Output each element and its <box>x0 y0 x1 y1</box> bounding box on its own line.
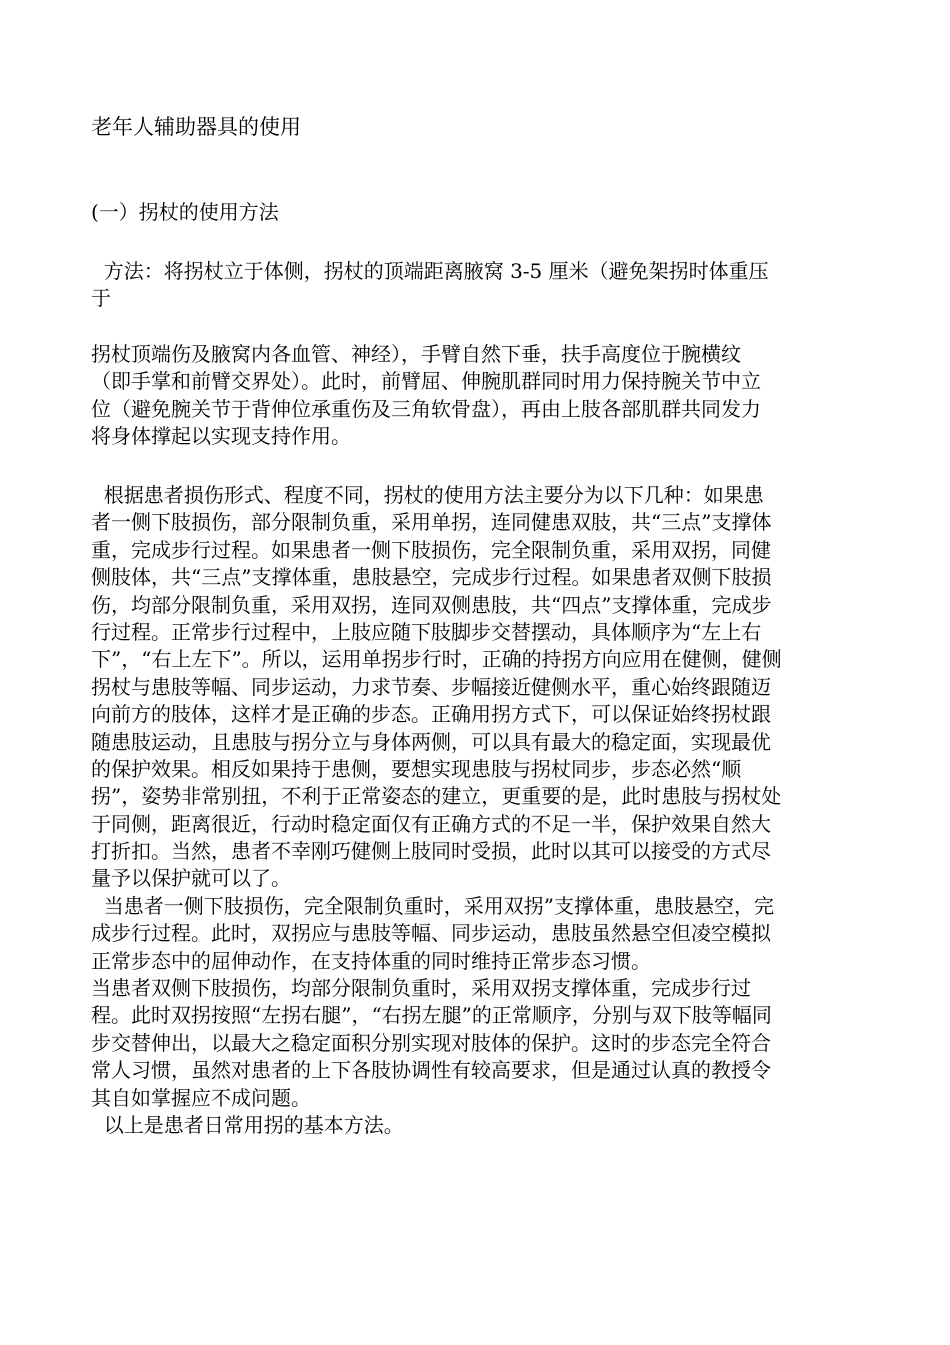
text-line: 行过程。正常步行过程中，上肢应随下肢脚步交替摆动，具体顺序为“左上右 <box>91 619 762 644</box>
text-line: 常人习惯，虽然对患者的上下各肢协调性有较高要求，但是通过认真的教授令 <box>91 1058 771 1083</box>
usage-types-paragraph <box>91 482 861 1139</box>
method-detail-paragraph <box>91 341 861 451</box>
text-line: 者一侧下肢损伤，部分限制负重，采用单拐，连同健患双肢，共“三点”支撑体 <box>91 510 772 535</box>
text-line: 其自如掌握应不成问题。 <box>91 1085 311 1110</box>
text-line: 当患者双侧下肢损伤，均部分限制负重时，采用双拐支撑体重，完成步行过 <box>91 976 751 1001</box>
text-line: 于同侧，距离很近，行动时稳定面仅有正确方式的不足一半，保护效果自然大 <box>91 811 771 836</box>
text-line: 侧肢体，共“三点”支撑体重，患肢悬空，完成步行过程。如果患者双侧下肢损 <box>91 565 772 590</box>
text-line: 成步行过程。此时，双拐应与患肢等幅、同步运动，患肢虽然悬空但凌空模拟 <box>91 921 771 946</box>
text-line: 随患肢运动，且患肢与拐分立与身体两侧，可以具有最大的稳定面，实现最优 <box>91 729 771 754</box>
method-intro-paragraph <box>91 258 861 313</box>
text-line: 伤，均部分限制负重，采用双拐，连同双侧患肢，共“四点”支撑体重，完成步 <box>91 592 772 617</box>
text-line: 当患者一侧下肢损伤，完全限制负重时，采用双拐”支撑体重，患肢悬空，完 <box>91 893 774 918</box>
text-line: 根据患者损伤形式、程度不同，拐杖的使用方法主要分为以下几种：如果患 <box>91 483 764 507</box>
text-line: 于 <box>91 286 111 311</box>
text-line: 下”，“右上左下”。所以，运用单拐步行时，正确的持拐方向应用在健侧，健侧 <box>91 647 782 672</box>
text-line: 以上是患者日常用拐的基本方法。 <box>91 1112 404 1137</box>
text-line: 方法：将拐杖立于体侧，拐杖的顶端距离腋窝 3-5 厘米（避免架拐时体重压 <box>91 259 769 283</box>
text-line: 拐杖与患肢等幅、同步运动，力求节奏、步幅接近健侧水平，重心始终跟随迈 <box>91 674 771 699</box>
text-line: 步交替伸出，以最大之稳定面积分别实现对肢体的保护。这时的步态完全符合 <box>91 1030 771 1055</box>
text-line: 的保护效果。相反如果持于患侧，要想实现患肢与拐杖同步，步态必然“顺 <box>91 756 742 781</box>
text-line: 位（避免腕关节于背伸位承重伤及三角软骨盘），再由上肢各部肌群共同发力 <box>91 396 761 421</box>
text-line: 将身体撑起以实现支持作用。 <box>91 424 351 449</box>
text-line: 拐”，姿势非常别扭，不利于正常姿态的建立，更重要的是，此时患肢与拐杖处 <box>91 784 782 809</box>
text-line: 重，完成步行过程。如果患者一侧下肢损伤，完全限制负重，采用双拐，同健 <box>91 537 771 562</box>
text-line: 拐杖顶端伤及腋窝内各血管、神经），手臂自然下垂，扶手高度位于腕横纹 <box>91 342 741 366</box>
document-title: 老年人辅助器具的使用 <box>91 115 301 139</box>
text-line: 向前方的肢体，这样才是正确的步态。正确用拐方式下，可以保证始终拐杖跟 <box>91 702 771 727</box>
text-line: （即手掌和前臂交界处）。此时，前臂屈、伸腕肌群同时用力保持腕关节中立 <box>91 369 761 394</box>
section-heading: (一）拐杖的使用方法 <box>91 200 279 224</box>
text-line: 量予以保护就可以了。 <box>91 866 291 891</box>
text-line: 打折扣。当然，患者不幸刚巧健侧上肢同时受损，此时以其可以接受的方式尽 <box>91 839 771 864</box>
text-line: 正常步态中的屈伸动作，在支持体重的同时维持正常步态习惯。 <box>91 948 651 973</box>
text-line: 程。此时双拐按照“左拐右腿”，“右拐左腿”的正常顺序，分别与双下肢等幅同 <box>91 1003 772 1028</box>
